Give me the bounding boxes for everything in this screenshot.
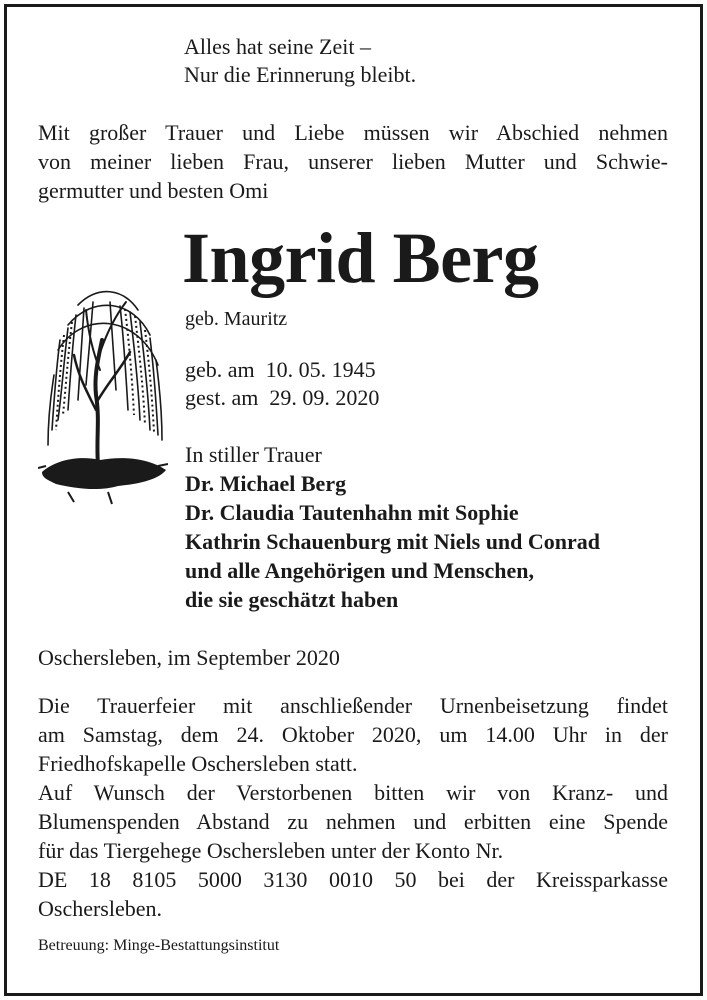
service-line: Blumenspenden Abstand zu nehmen und erbitten eine Spende [38,809,668,834]
mourner-line: und alle Angehörigen und Menschen, [185,558,535,583]
motto [184,33,416,89]
service-line: Auf Wunsch der Verstorbenen bitten wir von Kranz- und [38,780,668,805]
service-line: für das Tiergehege Oschersleben unter der Konto Nr. [38,838,504,863]
intro-line-1: Mit großer Trauer und Liebe müssen wir Abschied nehmen [38,120,668,145]
mourners-block [185,440,600,614]
mourner-line: Kathrin Schauenburg mit Niels und Conrad [185,529,601,554]
intro-line-2: von meiner lieben Frau, unserer lieben Mutter und Schwie- [38,149,668,174]
intro-text [38,118,668,205]
service-details [38,691,668,923]
mourner-line: die sie geschätzt haben [185,587,399,612]
service-line: am Samstag, dem 24. Oktober 2020, um 14.00 Uhr in der [38,722,668,747]
motto-line-1: Alles hat seine Zeit – [184,34,371,59]
motto-line-2: Nur die Erinnerung bleibt. [184,62,417,87]
weeping-willow-icon [38,280,168,510]
place-and-date: Oschersleben, im September 2020 [38,645,340,670]
service-line: DE 18 8105 5000 3130 0010 50 bei der Kreissparkasse [38,867,668,892]
death-date: gest. am 29. 09. 2020 [185,385,380,410]
deceased-name: Ingrid Berg [182,218,539,298]
intro-line-3: germutter und besten Omi [38,178,269,203]
birth-date: geb. am 10. 05. 1945 [185,357,376,382]
mourner-line: Dr. Michael Berg [185,471,347,496]
mourners-heading: In stiller Trauer [185,442,322,467]
service-line: Oschersleben. [38,896,163,921]
funeral-home-credit: Betreuung: Minge-Bestattungsinstitut [38,937,280,954]
maiden-name: geb. Mauritz [185,308,288,330]
life-dates [185,356,379,412]
mourner-line: Dr. Claudia Tautenhahn mit Sophie [185,500,519,525]
service-line: Friedhofskapelle Oschersleben statt. [38,751,358,776]
service-line: Die Trauerfeier mit anschließender Urnenbeisetzung findet [38,693,668,718]
